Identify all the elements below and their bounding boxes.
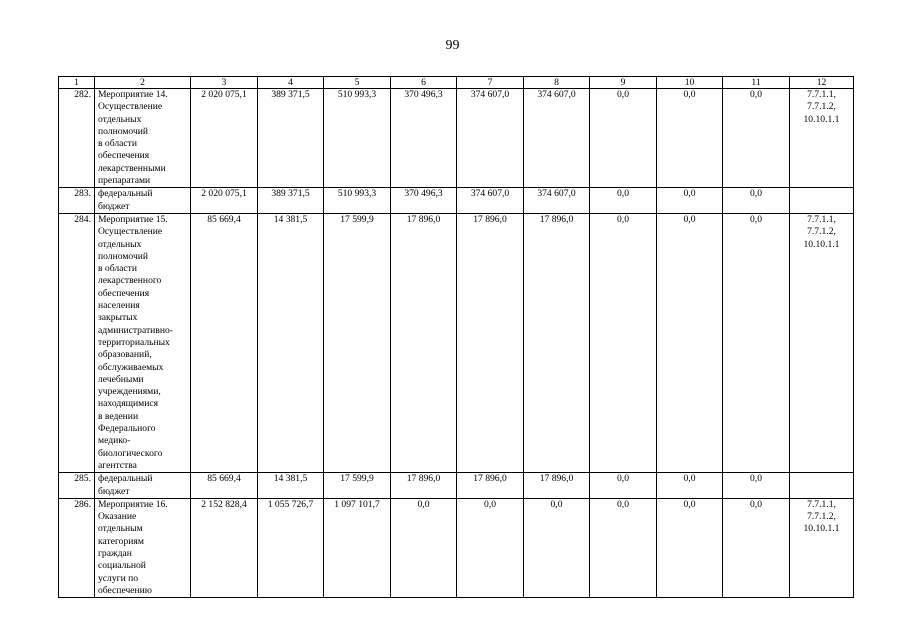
value-cell: 0,0 [590,473,657,499]
value-cell: 0,0 [723,89,790,188]
value-cell: 370 496,3 [391,89,457,188]
value-cell: 17 896,0 [391,473,457,499]
value-cell: 0,0 [657,498,723,597]
column-header: 2 [95,77,191,89]
table-row [59,188,854,214]
value-cell: 389 371,5 [258,89,324,188]
budget-table [58,76,854,598]
value-cell: 374 607,0 [457,89,524,188]
value-cell: 85 669,4 [191,213,258,472]
value-cell: 2 152 828,4 [191,498,258,597]
table-row [59,498,854,597]
value-cell: 14 381,5 [258,213,324,472]
value-cell: 17 896,0 [524,473,590,499]
column-number-row [59,77,854,89]
value-cell: 17 896,0 [457,213,524,472]
value-cell: 1 097 101,7 [324,498,391,597]
row-number: 285. [59,473,95,499]
value-cell: 0,0 [723,473,790,499]
table-row [59,89,854,188]
value-cell: 0,0 [723,213,790,472]
value-cell: 510 993,3 [324,89,391,188]
value-cell: 17 599,9 [324,473,391,499]
indicator-codes: 7.7.1.1, 7.7.1.2, 10.10.1.1 [790,498,854,597]
value-cell: 0,0 [391,498,457,597]
column-header: 12 [790,77,854,89]
value-cell: 0,0 [657,89,723,188]
row-description: Мероприятие 16. Оказание отдельным категориям граждан социальной услуги по обеспечению [95,498,191,597]
value-cell: 510 993,3 [324,188,391,214]
column-header: 1 [59,77,95,89]
value-cell: 17 896,0 [457,473,524,499]
value-cell: 374 607,0 [524,188,590,214]
column-header: 5 [324,77,391,89]
value-cell: 0,0 [657,188,723,214]
row-description: федеральный бюджет [95,473,191,499]
value-cell: 85 669,4 [191,473,258,499]
table-row [59,213,854,472]
value-cell: 2 020 075,1 [191,188,258,214]
row-number: 282. [59,89,95,188]
value-cell: 374 607,0 [524,89,590,188]
row-description: Мероприятие 14. Осуществление отдельных полномочий в области обеспечения лекарственными препаратами [95,89,191,188]
value-cell: 0,0 [524,498,590,597]
row-description: Мероприятие 15. Осуществление отдельных полномочий в области лекарственного обеспечения населения закрытых административно- территориальных образований, обслуживаемых лечебными учреждениями, находящимися в ведении Федерального медико- биологического агентства [95,213,191,472]
column-header: 6 [391,77,457,89]
column-header: 11 [723,77,790,89]
value-cell: 0,0 [590,89,657,188]
page-number: 99 [445,38,460,53]
column-header: 10 [657,77,723,89]
value-cell: 17 599,9 [324,213,391,472]
column-header: 3 [191,77,258,89]
value-cell: 2 020 075,1 [191,89,258,188]
row-number: 284. [59,213,95,472]
value-cell: 0,0 [590,498,657,597]
table-row [59,473,854,499]
value-cell: 374 607,0 [457,188,524,214]
value-cell: 17 896,0 [391,213,457,472]
value-cell: 0,0 [590,188,657,214]
value-cell: 17 896,0 [524,213,590,472]
column-header: 7 [457,77,524,89]
value-cell: 0,0 [457,498,524,597]
value-cell: 14 381,5 [258,473,324,499]
column-header: 8 [524,77,590,89]
row-description: федеральный бюджет [95,188,191,214]
value-cell: 0,0 [723,188,790,214]
indicator-codes: 7.7.1.1, 7.7.1.2, 10.10.1.1 [790,89,854,188]
value-cell: 370 496,3 [391,188,457,214]
value-cell: 1 055 726,7 [258,498,324,597]
value-cell: 0,0 [590,213,657,472]
indicator-codes [790,188,854,214]
value-cell: 0,0 [657,473,723,499]
column-header: 4 [258,77,324,89]
indicator-codes [790,473,854,499]
column-header: 9 [590,77,657,89]
value-cell: 0,0 [723,498,790,597]
value-cell: 0,0 [657,213,723,472]
row-number: 286. [59,498,95,597]
indicator-codes: 7.7.1.1, 7.7.1.2, 10.10.1.1 [790,213,854,472]
value-cell: 389 371,5 [258,188,324,214]
row-number: 283. [59,188,95,214]
